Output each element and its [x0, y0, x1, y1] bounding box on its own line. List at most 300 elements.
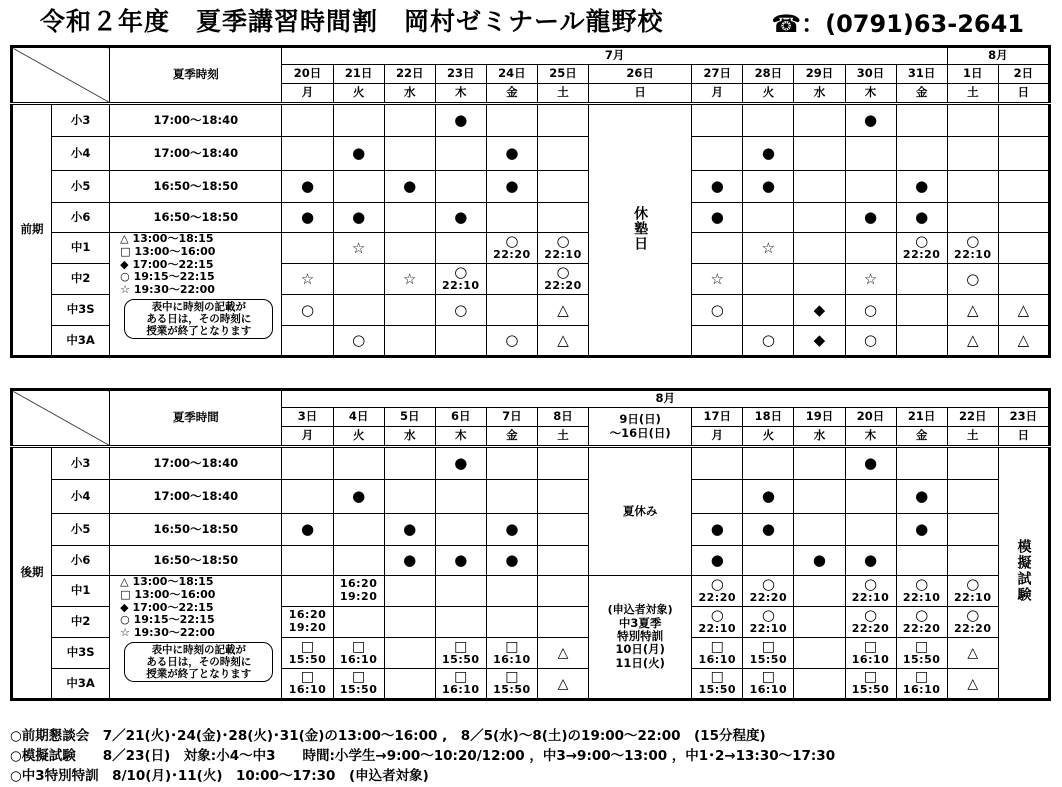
- schedule-cell: [947, 264, 998, 295]
- day-header: 18日: [743, 408, 794, 427]
- schedule-cell: [537, 203, 588, 233]
- mark-symbol: ☆: [710, 269, 724, 288]
- time-range: 17:00～18:40: [110, 447, 282, 480]
- mark-symbol: △: [557, 675, 569, 692]
- mark-symbol: □: [761, 669, 775, 686]
- mark-symbol: ○: [761, 331, 775, 349]
- day-header: 19日: [794, 408, 845, 427]
- schedule-cell: [537, 326, 588, 357]
- mark-symbol: ○: [966, 232, 980, 251]
- day-header: 17日: [692, 408, 743, 427]
- legend: [110, 576, 282, 700]
- end-time: 22:10: [698, 622, 737, 636]
- phone-number: ☎：(0791)63-2641: [771, 10, 1024, 38]
- time-range: 16:50～18:50: [110, 514, 282, 546]
- schedule-cell: [896, 264, 947, 295]
- schedule-cell: [743, 607, 794, 638]
- schedule-cell: [896, 480, 947, 514]
- mark-symbol: □: [351, 638, 366, 655]
- schedule-cell: [282, 137, 333, 171]
- mark-symbol: ☆: [402, 269, 417, 288]
- time-range: 16:50～18:50: [110, 546, 282, 576]
- schedule-cell: [743, 264, 794, 295]
- mark-symbol: ○: [352, 331, 366, 349]
- schedule-cell: [486, 203, 537, 233]
- grade-label: 中2: [52, 264, 110, 295]
- schedule-cell: [537, 480, 588, 514]
- weekday-header: 土: [537, 84, 588, 104]
- legend: [110, 233, 282, 357]
- schedule-cell: [486, 514, 537, 546]
- mark-symbol: ●: [454, 111, 468, 129]
- summer-break: 夏休み: [589, 447, 692, 576]
- mark-symbol: ●: [864, 208, 878, 226]
- schedule-cell: [794, 576, 845, 607]
- end-time: 15:50: [288, 652, 327, 666]
- weekday-header: 火: [743, 427, 794, 447]
- schedule-cell: [282, 447, 333, 480]
- end-time: 16:10: [442, 683, 480, 697]
- mark-symbol: ●: [710, 551, 724, 569]
- day-header: 28日: [743, 65, 794, 84]
- legend-note-line: 表中に時刻の記載が: [151, 300, 247, 313]
- weekday-header: 水: [384, 427, 435, 447]
- schedule-cell: [282, 171, 333, 203]
- mark-symbol: ☆: [761, 238, 776, 257]
- day-header: 20日: [282, 65, 333, 84]
- schedule-cell: [998, 171, 1049, 203]
- schedule-cell: [896, 203, 947, 233]
- schedule-cell: [537, 576, 588, 607]
- schedule-cell: [384, 546, 435, 576]
- schedule-cell: [384, 203, 435, 233]
- schedule-cell: [794, 295, 845, 326]
- schedule-cell: [333, 514, 384, 546]
- mark-symbol: ○: [710, 606, 724, 625]
- day-header: 27日: [692, 65, 743, 84]
- end-time: 22:20: [493, 248, 531, 262]
- mark-symbol: ●: [505, 177, 519, 195]
- mark-symbol: ○: [915, 232, 929, 251]
- weekday-header: 月: [282, 427, 333, 447]
- weekday-header: 火: [333, 427, 384, 447]
- schedule-cell: [947, 546, 998, 576]
- mark-symbol: ●: [864, 111, 878, 129]
- schedule-cell: [845, 514, 896, 546]
- schedule-cell: [282, 546, 333, 576]
- schedule-cell: [486, 669, 537, 700]
- schedule-cell: [333, 326, 384, 357]
- mark-symbol: ○: [966, 606, 980, 625]
- mark-symbol: ●: [915, 208, 929, 226]
- schedule-cell: [845, 203, 896, 233]
- schedule-cell: [845, 326, 896, 357]
- mark-symbol: □: [863, 638, 878, 655]
- end-time: 22:10: [902, 591, 941, 605]
- schedule-cell: [896, 514, 947, 546]
- schedule-cell: [537, 514, 588, 546]
- end-time: 19:20: [339, 590, 378, 603]
- end-time: 16:10: [902, 683, 941, 697]
- schedule-cell: [282, 203, 333, 233]
- legend-item: ☆ 19:30～22:00: [120, 283, 215, 296]
- schedule-cell: [282, 104, 333, 137]
- mark-symbol: ●: [761, 487, 775, 505]
- schedule-cell: [333, 104, 384, 137]
- mark-symbol: △: [1017, 331, 1030, 349]
- schedule-cell: [435, 576, 486, 607]
- schedule-cell: [435, 104, 486, 137]
- schedule-cell: [845, 546, 896, 576]
- period-label: 前期: [12, 104, 52, 357]
- day-header: 22日: [384, 65, 435, 84]
- schedule-cell: [998, 233, 1049, 264]
- schedule-cell: [435, 546, 486, 576]
- schedule-cell: [845, 638, 896, 669]
- schedule-cell: [947, 326, 998, 357]
- legend-item: □ 13:00～16:00: [120, 244, 216, 258]
- mark-symbol: ○: [761, 575, 775, 594]
- weekday-header: 土: [947, 427, 998, 447]
- schedule-cell: [896, 669, 947, 700]
- schedule-cell: [384, 104, 435, 137]
- mock-exam: [998, 447, 1049, 700]
- schedule-cell: [333, 171, 384, 203]
- closed-label: 休塾日: [632, 205, 649, 251]
- mark-symbol: ○: [966, 269, 980, 288]
- end-time: 16:10: [851, 652, 890, 666]
- mark-symbol: ●: [505, 144, 519, 162]
- schedule-cell: [384, 264, 435, 295]
- corner-cell: [12, 390, 110, 447]
- schedule-cell: [537, 546, 588, 576]
- legend-item: ☆ 19:30～22:00: [120, 626, 215, 639]
- mark-symbol: ○: [710, 575, 724, 594]
- end-time: 22:10: [544, 248, 582, 262]
- mark-symbol: ○: [915, 606, 929, 625]
- day-header: 5日: [384, 408, 435, 427]
- schedule-cell: [282, 607, 333, 638]
- grade-label: 小3: [52, 104, 110, 137]
- schedule-cell: [743, 326, 794, 357]
- grade-label: 中3A: [52, 326, 110, 357]
- end-time: 15:50: [442, 652, 480, 666]
- schedule-cell: [486, 171, 537, 203]
- mark-symbol: □: [915, 669, 929, 686]
- schedule-cell: [845, 480, 896, 514]
- schedule-cell: [794, 447, 845, 480]
- schedule-cell: [486, 638, 537, 669]
- schedule-cell: [692, 326, 743, 357]
- end-time: 19:20: [288, 621, 327, 634]
- end-time: 16:10: [288, 683, 327, 697]
- grade-label: 小3: [52, 447, 110, 480]
- schedule-cell: [794, 171, 845, 203]
- weekday-header: 金: [486, 84, 537, 104]
- schedule-cell: [794, 326, 845, 357]
- weekday-header: 木: [845, 427, 896, 447]
- grade-label: 中1: [52, 233, 110, 264]
- schedule-cell: [333, 295, 384, 326]
- mark-symbol: □: [863, 669, 878, 686]
- schedule-cell: [794, 137, 845, 171]
- schedule-cell: [282, 669, 333, 700]
- mark-symbol: □: [761, 638, 775, 655]
- schedule-cell: [794, 264, 845, 295]
- day-header: 29日: [794, 65, 845, 84]
- day-header: 7日: [486, 408, 537, 427]
- legend-item: ○ 19:15～22:15: [120, 270, 215, 284]
- weekday-header: 土: [537, 427, 588, 447]
- end-time: 22:20: [698, 591, 737, 605]
- mock-exam-label: 模擬試験: [1015, 539, 1032, 604]
- mark-symbol: ●: [352, 144, 366, 162]
- weekday-header: 月: [692, 427, 743, 447]
- mark-symbol: ●: [710, 177, 724, 195]
- day-header: 31日: [896, 65, 947, 84]
- mark-symbol: ☆: [863, 269, 878, 288]
- end-time: 16:20: [339, 577, 378, 591]
- end-time: 16:10: [749, 683, 788, 697]
- schedule-cell: [692, 546, 743, 576]
- schedule-cell: [743, 295, 794, 326]
- schedule-table-second-term: [10, 388, 1051, 701]
- schedule-cell: [845, 576, 896, 607]
- grade-label: 小4: [52, 480, 110, 514]
- end-time: 22:20: [902, 622, 941, 636]
- schedule-cell: [794, 546, 845, 576]
- schedule-cell: [282, 326, 333, 357]
- end-time: 15:50: [902, 652, 941, 666]
- schedule-cell: [743, 137, 794, 171]
- mark-symbol: ○: [505, 232, 519, 251]
- mark-symbol: □: [300, 669, 315, 686]
- mark-symbol: △: [557, 645, 569, 661]
- time-header: 夏季時間: [110, 390, 282, 447]
- schedule-cell: [947, 203, 998, 233]
- legend-note: [124, 299, 273, 340]
- schedule-cell: [537, 638, 588, 669]
- schedule-cell: [384, 638, 435, 669]
- end-time: 16:10: [339, 652, 378, 666]
- end-time: 15:50: [851, 683, 890, 697]
- schedule-cell: [692, 295, 743, 326]
- day-header: 3日: [282, 408, 333, 427]
- end-time: 16:20: [288, 608, 327, 622]
- schedule-cell: [537, 104, 588, 137]
- schedule-cell: [947, 295, 998, 326]
- schedule-cell: [537, 295, 588, 326]
- schedule-cell: [384, 514, 435, 546]
- mark-symbol: ●: [915, 177, 929, 195]
- schedule-cell: [794, 480, 845, 514]
- schedule-cell: [692, 203, 743, 233]
- schedule-cell: [845, 669, 896, 700]
- schedule-cell: [435, 669, 486, 700]
- mark-symbol: □: [454, 669, 468, 686]
- mark-symbol: ◆: [813, 331, 826, 349]
- mark-symbol: ●: [300, 177, 315, 195]
- schedule-cell: [998, 137, 1049, 171]
- grade-label: 中1: [52, 576, 110, 607]
- day-header: 25日: [537, 65, 588, 84]
- schedule-cell: [333, 546, 384, 576]
- schedule-cell: [947, 480, 998, 514]
- schedule-cell: [486, 480, 537, 514]
- mark-symbol: ○: [556, 232, 570, 251]
- special-line: 中3夏季: [618, 615, 662, 630]
- schedule-cell: [384, 447, 435, 480]
- schedule-cell: [537, 171, 588, 203]
- schedule-cell: [794, 104, 845, 137]
- day-header: 23日: [435, 65, 486, 84]
- weekday-header: 日: [998, 84, 1049, 104]
- schedule-cell: [947, 514, 998, 546]
- day-header: 6日: [435, 408, 486, 427]
- mark-symbol: △: [967, 645, 979, 661]
- mark-symbol: ●: [812, 551, 826, 569]
- schedule-table-first-term: [10, 45, 1051, 358]
- schedule-cell: [384, 669, 435, 700]
- grade-label: 小6: [52, 203, 110, 233]
- schedule-cell: [896, 171, 947, 203]
- legend-item: ◆ 17:00～22:15: [120, 600, 214, 614]
- schedule-cell: [333, 576, 384, 607]
- grade-label: 小4: [52, 137, 110, 171]
- schedule-cell: [896, 576, 947, 607]
- weekday-header: 金: [896, 84, 947, 104]
- legend-note: [124, 642, 273, 683]
- end-time: 22:10: [749, 622, 788, 636]
- mark-symbol: ○: [300, 300, 315, 319]
- mark-symbol: ●: [352, 487, 366, 505]
- schedule-cell: [947, 447, 998, 480]
- corner-cell: [12, 47, 110, 104]
- schedule-cell: [333, 137, 384, 171]
- schedule-cell: [743, 171, 794, 203]
- end-time: 22:10: [954, 248, 992, 262]
- end-time: 22:10: [442, 279, 480, 293]
- schedule-cell: [845, 171, 896, 203]
- grade-label: 中2: [52, 607, 110, 638]
- schedule-cell: [486, 295, 537, 326]
- legend-item: ◆ 17:00～22:15: [120, 257, 214, 271]
- note-line: ○中3特別特訓 8/10(月)･11(火) 10:00～17:30 (申込者対象): [10, 768, 429, 784]
- schedule-cell: [692, 576, 743, 607]
- day-header: 23日: [998, 408, 1049, 427]
- mark-symbol: ●: [300, 520, 315, 538]
- month-header-august: 8月: [282, 390, 1050, 408]
- day-header: 22日: [947, 408, 998, 427]
- schedule-cell: [998, 295, 1049, 326]
- schedule-cell: [486, 137, 537, 171]
- schedule-cell: [486, 447, 537, 480]
- schedule-cell: [998, 104, 1049, 137]
- day-header: 2日: [998, 65, 1049, 84]
- time-range: 16:50～18:50: [110, 203, 282, 233]
- schedule-cell: [333, 638, 384, 669]
- day-header: [589, 408, 692, 447]
- time-header: 夏季時刻: [110, 47, 282, 104]
- mark-symbol: ○: [556, 263, 570, 282]
- schedule-cell: [743, 514, 794, 546]
- grade-label: 中3S: [52, 638, 110, 669]
- schedule-cell: [896, 137, 947, 171]
- day-header: 21日: [333, 65, 384, 84]
- grade-label: 中3A: [52, 669, 110, 700]
- schedule-cell: [486, 233, 537, 264]
- schedule-cell: [743, 447, 794, 480]
- mark-symbol: ○: [915, 575, 929, 594]
- note-line: ○前期懇談会 7／21(火)･24(金)･28(火)･31(金)の13:00～16:00 , 8／5(水)～8(土)の19:00～22:00 (15分程度): [10, 728, 766, 744]
- legend-note-line: 表中に時刻の記載が: [151, 643, 247, 656]
- end-time: 22:20: [851, 622, 890, 636]
- legend-item: □ 13:00～16:00: [120, 587, 216, 601]
- schedule-cell: [845, 137, 896, 171]
- schedule-cell: [947, 638, 998, 669]
- schedule-cell: [947, 669, 998, 700]
- schedule-cell: [692, 514, 743, 546]
- legend-item: △ 13:00～18:15: [120, 232, 214, 245]
- schedule-cell: [947, 576, 998, 607]
- day-header: 1日: [947, 65, 998, 84]
- weekday-header: 土: [947, 84, 998, 104]
- weekday-header: 木: [845, 84, 896, 104]
- schedule-cell: [384, 137, 435, 171]
- end-time: 16:10: [698, 652, 737, 666]
- schedule-cell: [282, 576, 333, 607]
- schedule-cell: [743, 638, 794, 669]
- schedule-cell: [743, 104, 794, 137]
- mark-symbol: ●: [915, 520, 929, 538]
- schedule-cell: [896, 638, 947, 669]
- mark-symbol: ●: [864, 454, 878, 472]
- mark-symbol: ○: [710, 300, 724, 319]
- special-line: 特別特訓: [617, 629, 664, 644]
- mark-symbol: ●: [454, 454, 468, 472]
- end-time: 15:50: [749, 652, 788, 666]
- legend-note-line: 授業が終了となります: [146, 325, 252, 338]
- schedule-cell: [486, 104, 537, 137]
- schedule-cell: [333, 447, 384, 480]
- month-header-july: 7月: [282, 47, 947, 65]
- schedule-cell: [333, 607, 384, 638]
- end-time: 22:20: [749, 591, 788, 605]
- schedule-cell: [333, 669, 384, 700]
- mark-symbol: ●: [761, 177, 775, 195]
- period-label: 後期: [12, 447, 52, 700]
- schedule-cell: [384, 326, 435, 357]
- special-line: (申込者対象): [607, 603, 673, 617]
- schedule-cell: [282, 264, 333, 295]
- schedule-cell: [333, 203, 384, 233]
- mark-symbol: ○: [454, 263, 468, 282]
- schedule-cell: [333, 264, 384, 295]
- mark-symbol: ●: [454, 551, 468, 569]
- legend-item: △ 13:00～18:15: [120, 575, 214, 588]
- mark-symbol: △: [557, 331, 569, 349]
- schedule-cell: [896, 104, 947, 137]
- mark-symbol: △: [557, 300, 569, 319]
- schedule-cell: [743, 233, 794, 264]
- closed-day: [589, 104, 692, 357]
- schedule-cell: [435, 264, 486, 295]
- mark-symbol: ○: [454, 300, 468, 319]
- end-time: 22:20: [902, 248, 941, 262]
- schedule-cell: [435, 514, 486, 546]
- schedule-cell: [435, 326, 486, 357]
- weekday-header: 月: [692, 84, 743, 104]
